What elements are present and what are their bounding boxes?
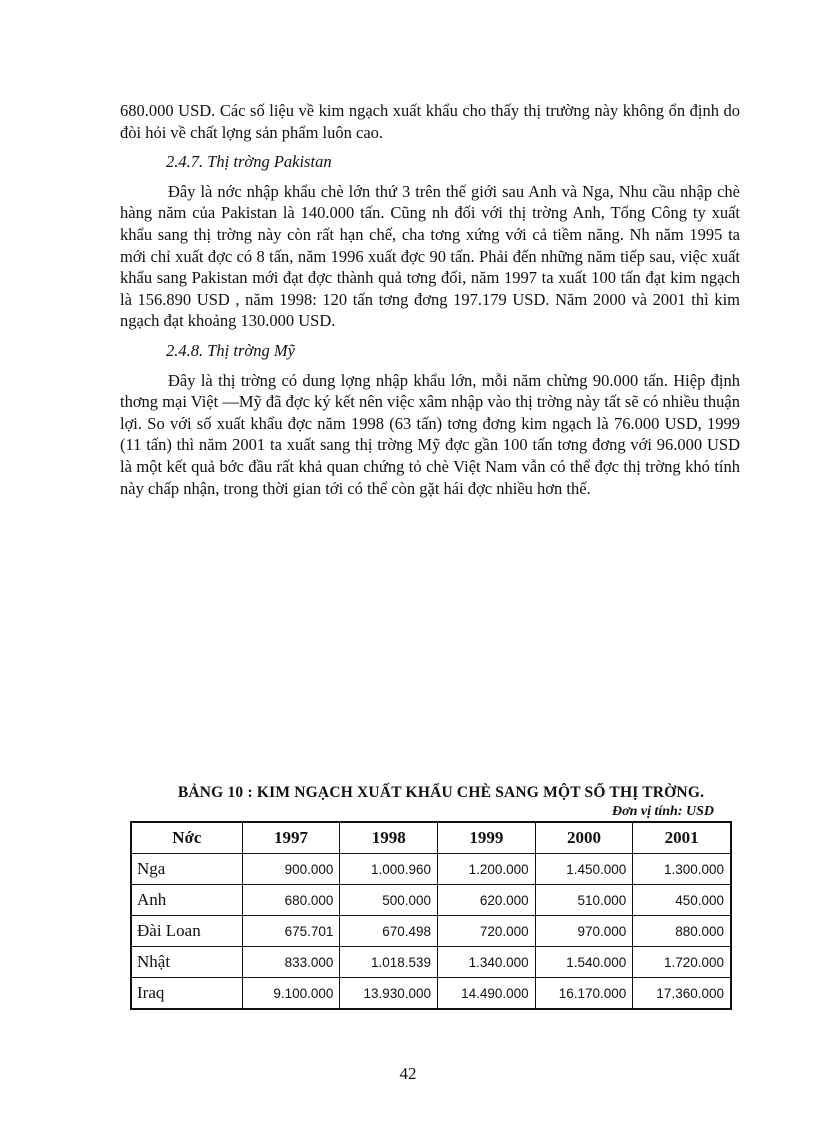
export-table-block: [130, 784, 732, 1010]
country-cell: Iraq: [131, 978, 242, 1010]
table-unit: Đơn vị tính: USD: [611, 804, 714, 819]
header-1997: 1997: [242, 822, 340, 854]
value-cell: 880.000: [633, 916, 731, 947]
header-1999: 1999: [438, 822, 536, 854]
value-cell: 670.498: [340, 916, 438, 947]
value-cell: 1.200.000: [438, 854, 536, 885]
value-cell: 675.701: [242, 916, 340, 947]
value-cell: 500.000: [340, 885, 438, 916]
paragraph-pakistan: Đây là nớc nhập khẩu chè lớn thứ 3 trên thế giới sau Anh và Nga, Nhu cầu nhập chè hàng năm của Pakistan là 140.000 tấn. Cũng nh đối với thị trờng Anh, Tổng Công ty xuất khẩu sang thị trờng này còn rất hạn chế, cha tơng xứng với cả tiềm năng. Nh năm 1995 ta mới chỉ xuất đợc có 8 tấn, năm 1996 xuất đợc 90 tấn. Phải đến những năm tiếp sau, việc xuất khẩu sang Pakistan mới đạt đợc thành quả tơng đối, năm 1997 ta xuất 100 tấn đạt kim ngạch là 156.890 USD , năm 1998: 120 tấn tơng đơng 197.179 USD. Năm 2000 và 2001 thì kim ngạch đạt khoảng 130.000 USD.: [120, 181, 740, 331]
value-cell: 720.000: [438, 916, 536, 947]
table-header-row: [131, 822, 731, 854]
country-cell: Nhật: [131, 947, 242, 978]
value-cell: 680.000: [242, 885, 340, 916]
country-cell: Nga: [131, 854, 242, 885]
section-heading-usa: 2.4.8. Thị trờng Mỹ: [166, 340, 295, 360]
country-cell: Đài Loan: [131, 916, 242, 947]
value-cell: 970.000: [535, 916, 633, 947]
table-row: [131, 978, 731, 1010]
paragraph-usa: Đây là thị trờng có dung lợng nhập khẩu lớn, mỗi năm chừng 90.000 tấn. Hiệp định thơng mại Việt —Mỹ đã đợc ký kết nên việc xâm nhập vào thị trờng này tất sẽ có nhiều thuận lợi. So với số xuất khẩu đợc năm 1998 (63 tấn) tơng đơng kim ngạch là 76.000 USD, 1999 (11 tấn) thì năm 2001 ta xuất sang thị trờng Mỹ đợc gần 100 tấn tơng đơng với 96.000 USD là một kết quả bớc đầu rất khả quan chứng tỏ chè Việt Nam vẫn có thể đợc thị trờng khó tính này chấp nhận, trong thời gian tới có thể còn gặt hái đợc nhiều hơn thế.: [120, 370, 740, 498]
page-number: 42: [399, 1064, 417, 1083]
value-cell: 900.000: [242, 854, 340, 885]
value-cell: 17.360.000: [633, 978, 731, 1010]
country-cell: Anh: [131, 885, 242, 916]
value-cell: 16.170.000: [535, 978, 633, 1010]
section-heading-pakistan: 2.4.7. Thị trờng Pakistan: [166, 152, 332, 172]
table-row: [131, 885, 731, 916]
value-cell: 450.000: [633, 885, 731, 916]
value-cell: 1.720.000: [633, 947, 731, 978]
value-cell: 14.490.000: [438, 978, 536, 1010]
value-cell: 510.000: [535, 885, 633, 916]
document-body: [120, 100, 740, 499]
value-cell: 1.018.539: [340, 947, 438, 978]
table-row: [131, 916, 731, 947]
value-cell: 1.450.000: [535, 854, 633, 885]
value-cell: 9.100.000: [242, 978, 340, 1010]
value-cell: 1.000.960: [340, 854, 438, 885]
header-country: Nớc: [131, 822, 242, 854]
header-2001: 2001: [633, 822, 731, 854]
value-cell: 1.300.000: [633, 854, 731, 885]
table-title: BẢNG 10 : KIM NGẠCH XUẤT KHẨU CHÈ SANG MỘT SỐ THỊ TRỜNG.: [177, 784, 705, 801]
table-row: [131, 947, 731, 978]
table-row: [131, 854, 731, 885]
value-cell: 1.540.000: [535, 947, 633, 978]
value-cell: 1.340.000: [438, 947, 536, 978]
header-1998: 1998: [340, 822, 438, 854]
value-cell: 833.000: [242, 947, 340, 978]
value-cell: 13.930.000: [340, 978, 438, 1010]
value-cell: 620.000: [438, 885, 536, 916]
paragraph-intro: 680.000 USD. Các số liệu về kim ngạch xuất khẩu cho thấy thị trường này không ổn định do đòi hỏi về chất lợng sản phẩm luôn cao.: [120, 101, 740, 142]
export-table: [130, 821, 732, 1010]
header-2000: 2000: [535, 822, 633, 854]
